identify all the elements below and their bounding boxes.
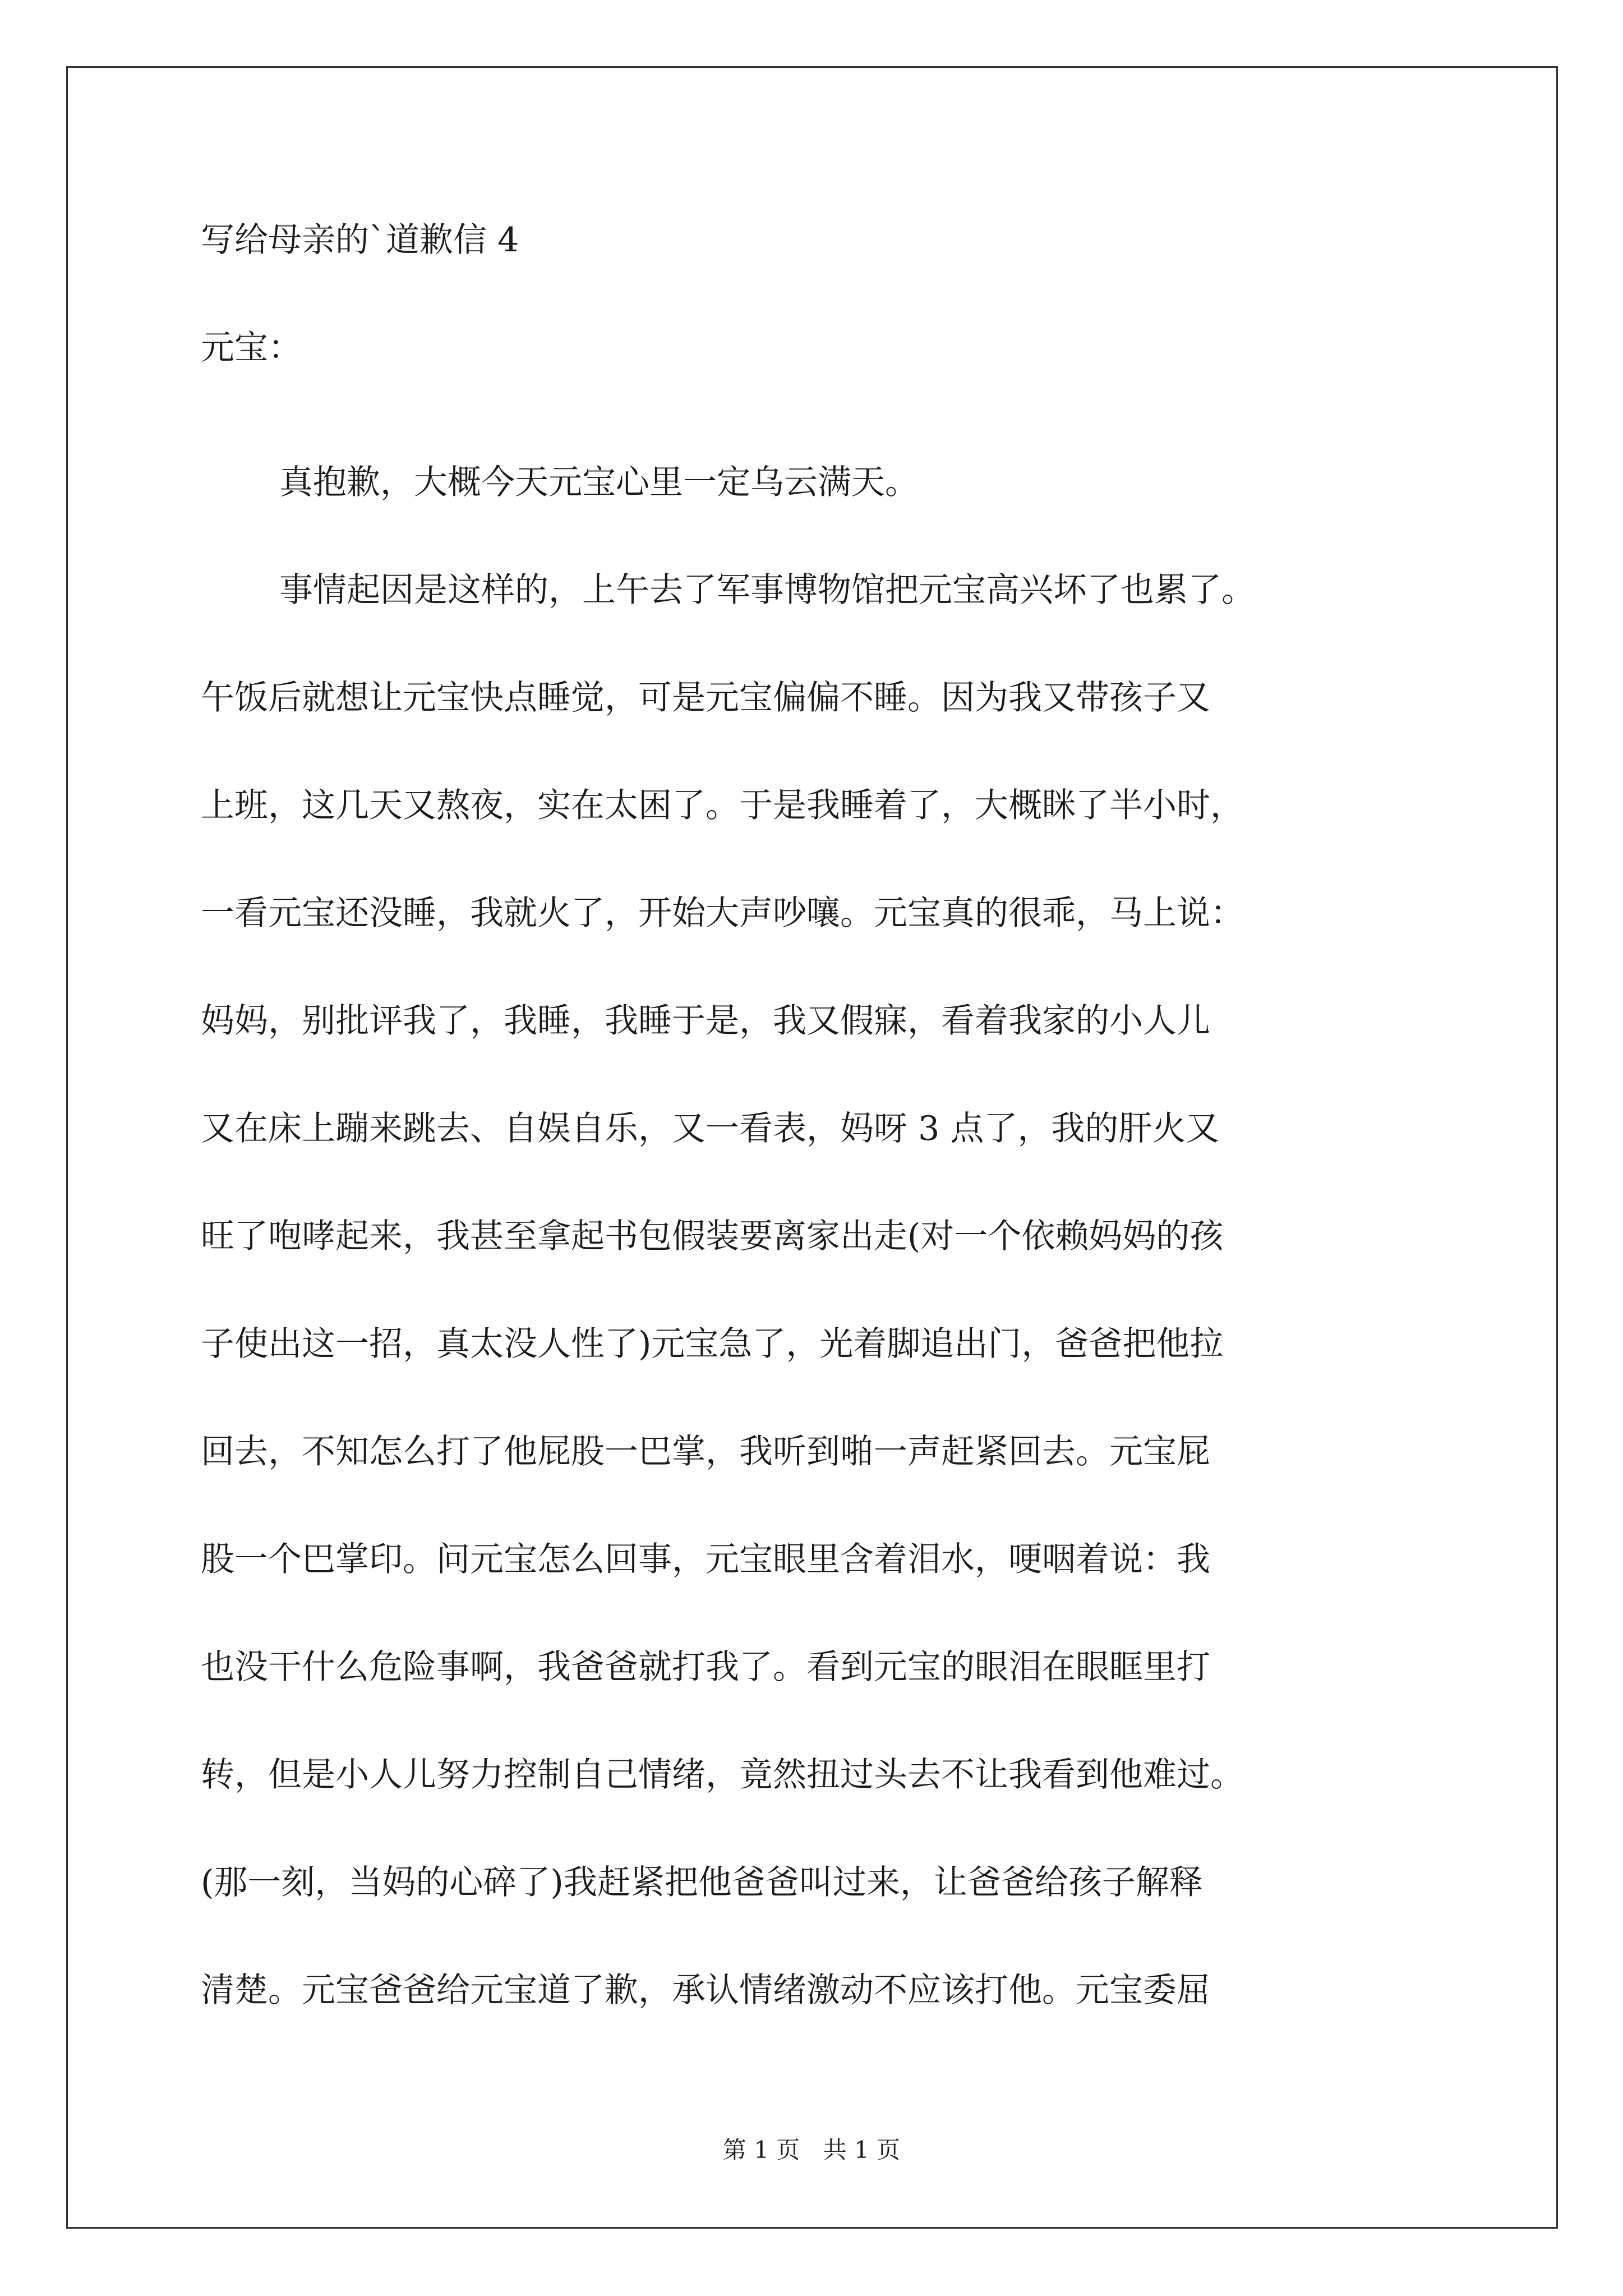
paragraph-line: 事情起因是这样的，上午去了军事博物馆把元宝高兴坏了也累了。: [279, 570, 1255, 610]
paragraph-line: 午饭后就想让元宝快点睡觉，可是元宝偏偏不睡。因为我又带孩子又: [201, 678, 1210, 717]
paragraph-line: 也没干什么危险事啊，我爸爸就打我了。看到元宝的眼泪在眼眶里打: [201, 1648, 1210, 1687]
document-title: 写给母亲的`道歉信 4: [201, 220, 519, 260]
paragraph-line: 清楚。元宝爸爸给元宝道了歉，承认情绪激动不应该打他。元宝委屈: [201, 1971, 1210, 2010]
page-footer: [0, 2132, 1623, 2165]
paragraph-line: 上班，这几天又熬夜，实在太困了。于是我睡着了，大概眯了半小时，: [201, 786, 1244, 825]
page-total: 共 1 页: [823, 2136, 901, 2164]
paragraph-2: [201, 536, 1255, 2044]
paragraph-line: 旺了咆哮起来，我甚至拿起书包假装要离家出走(对一个依赖妈妈的孩: [201, 1217, 1224, 1256]
paragraph-line: 股一个巴掌印。问元宝怎么回事，元宝眼里含着泪水，哽咽着说：我: [201, 1540, 1210, 1579]
paragraph-1: [201, 429, 919, 536]
paragraph-line: 一看元宝还没睡，我就火了，开始大声吵嚷。元宝真的很乖，马上说：: [201, 894, 1244, 933]
salutation: 元宝：: [201, 328, 302, 367]
document-body: [201, 213, 1435, 2010]
paragraph-line: 真抱歉，大概今天元宝心里一定乌云满天。: [279, 463, 919, 502]
paragraph-line: 转，但是小人儿努力控制自己情绪，竟然扭过头去不让我看到他难过。: [201, 1755, 1244, 1795]
paragraph-line: 回去，不知怎么打了他屁股一巴掌，我听到啪一声赶紧回去。元宝屁: [201, 1432, 1210, 1471]
paragraph-line: 妈妈，别批评我了，我睡，我睡于是，我又假寐，看着我家的小人儿: [201, 1001, 1210, 1041]
paragraph-line: 子使出这一招，真太没人性了)元宝急了，光着脚追出门，爸爸把他拉: [201, 1324, 1224, 1364]
paragraph-line: (那一刻，当妈的心碎了)我赶紧把他爸爸叫过来，让爸爸给孩子解释: [201, 1863, 1203, 1902]
page-number: 第 1 页: [722, 2136, 800, 2164]
paragraph-line: 又在床上蹦来跳去、自娱自乐，又一看表，妈呀 3 点了，我的肝火又: [201, 1109, 1220, 1148]
